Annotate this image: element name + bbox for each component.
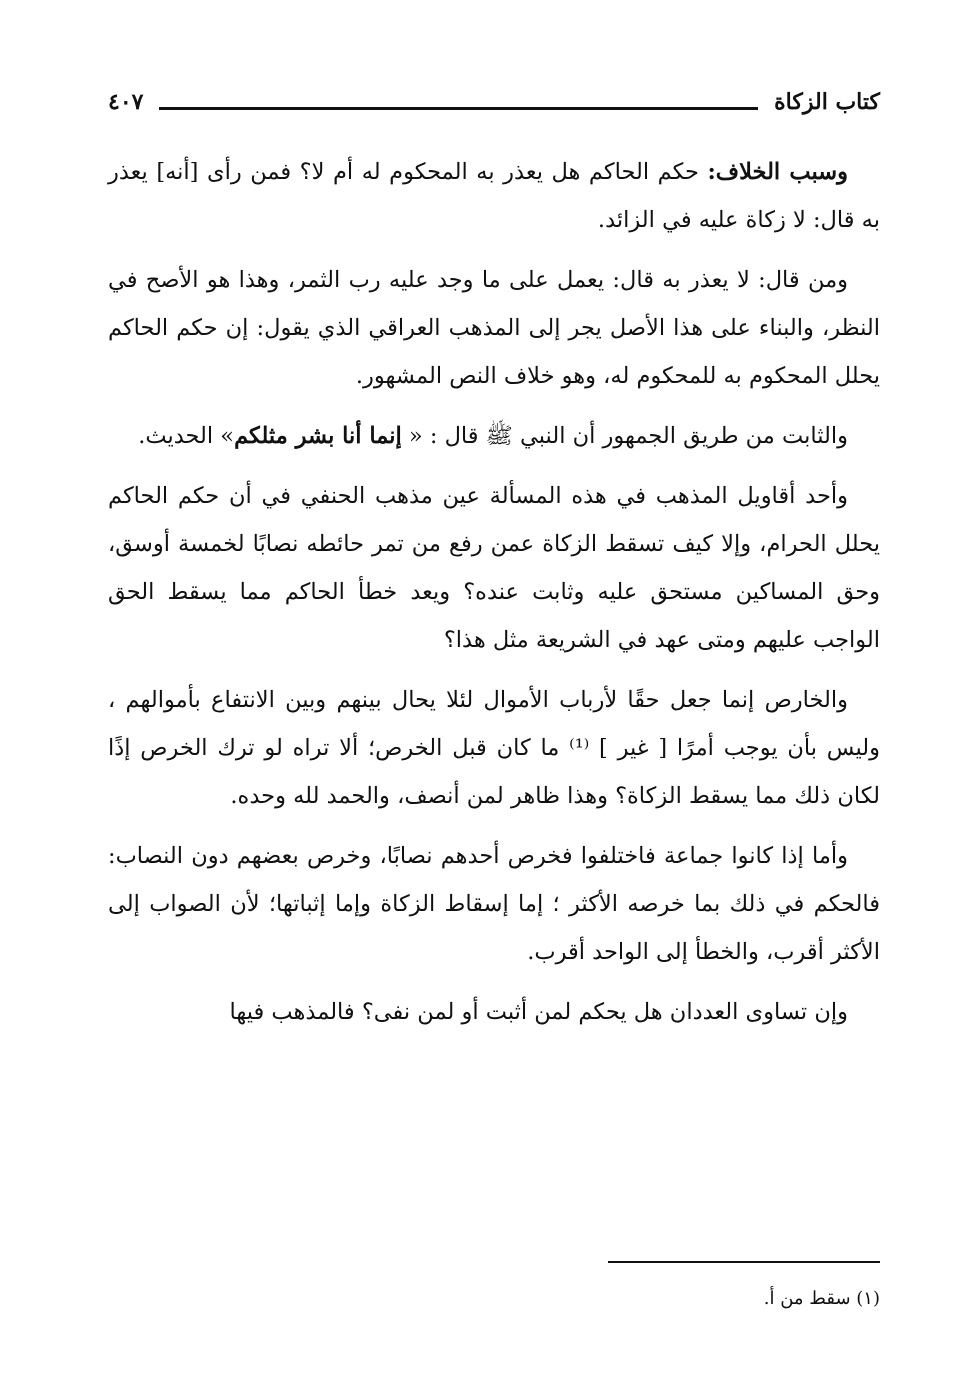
- paragraph-equal-numbers: [108, 988, 880, 1036]
- book-page: [108, 78, 880, 1338]
- paragraph-assessor: [108, 676, 880, 820]
- header-rule: [159, 107, 758, 110]
- body-text: [108, 148, 880, 1036]
- page-number: ٤٠٧: [108, 89, 144, 115]
- paragraph-reason-of-dispute: [108, 148, 880, 244]
- paragraph-text: » الحديث.: [138, 423, 235, 449]
- paragraph-text: وأما إذا كانوا جماعة فاختلفوا فخرص أحدهم نصابًا، وخرص بعضهم دون النصاب: فالحكم في ذلك بما خرصه الأكثر ؛ إما إسقاط الزكاة وإما إثباتها؛ لأن الصواب إلى الأكثر أقرب، والخطأ إلى الواحد أقرب.: [108, 843, 880, 965]
- paragraph-hadith: [108, 412, 880, 460]
- paragraph-text: والخارص إنما جعل حقًا لأرباب الأموال لئلا يحال بينهم وبين الانتفاع بأموالهم ، وليس بأن يوجب أمرًا [ غير ] ⁽¹⁾ ما كان قبل الخرص؛ ألا تراه لو ترك الخرص إذًا لكان ذلك مما يسقط الزكاة؟ وهذا ظاهر لمن أنصف، والحمد لله وحده.: [108, 687, 880, 809]
- paragraph-text: وأحد أقاويل المذهب في هذه المسألة عين مذهب الحنفي في أن حكم الحاكم يحلل الحرام، وإلا كيف تسقط الزكاة عمن رفع من تمر حائطه نصابًا لخمسة أوسق، وحق المساكين مستحق عليه وثابت عنده؟ ويعد خطأ الحاكم مما يسقط الحق الواجب عليهم ومتى عهد في الشريعة مثل هذا؟: [108, 483, 880, 653]
- hadith-quote: إنما أنا بشر مثلكم: [234, 423, 402, 449]
- running-header: [108, 78, 880, 126]
- paragraph-text: والثابت من طريق الجمهور أن النبي ﷺ قال : «: [401, 423, 848, 449]
- paragraph-text: ومن قال: لا يعذر به قال: يعمل على ما وجد عليه رب الثمر، وهذا هو الأصح في النظر، والبناء على هذا الأصل يجر إلى المذهب العراقي الذي يقول: إن حكم الحاكم يحلل المحكوم به للمحكوم له، وهو خلاف النص المشهور.: [108, 267, 880, 389]
- paragraph-lead: وسبب الخلاف:: [707, 159, 848, 185]
- footnote: (١) سقط من أ.: [763, 1288, 880, 1309]
- footnote-rule: [608, 1261, 880, 1263]
- paragraph-text: حكم الحاكم هل يعذر به المحكوم له أم لا؟ فمن رأى [أنه] يعذر به قال: لا زكاة عليه في الزائد.: [108, 159, 880, 233]
- paragraph-not-excused: [108, 256, 880, 400]
- paragraph-hanafi-view: [108, 472, 880, 664]
- paragraph-text: وإن تساوى العددان هل يحكم لمن أثبت أو لمن نفى؟ فالمذهب فيها: [229, 999, 848, 1025]
- paragraph-group-assessors: [108, 832, 880, 976]
- running-header-title: كتاب الزكاة: [774, 89, 880, 115]
